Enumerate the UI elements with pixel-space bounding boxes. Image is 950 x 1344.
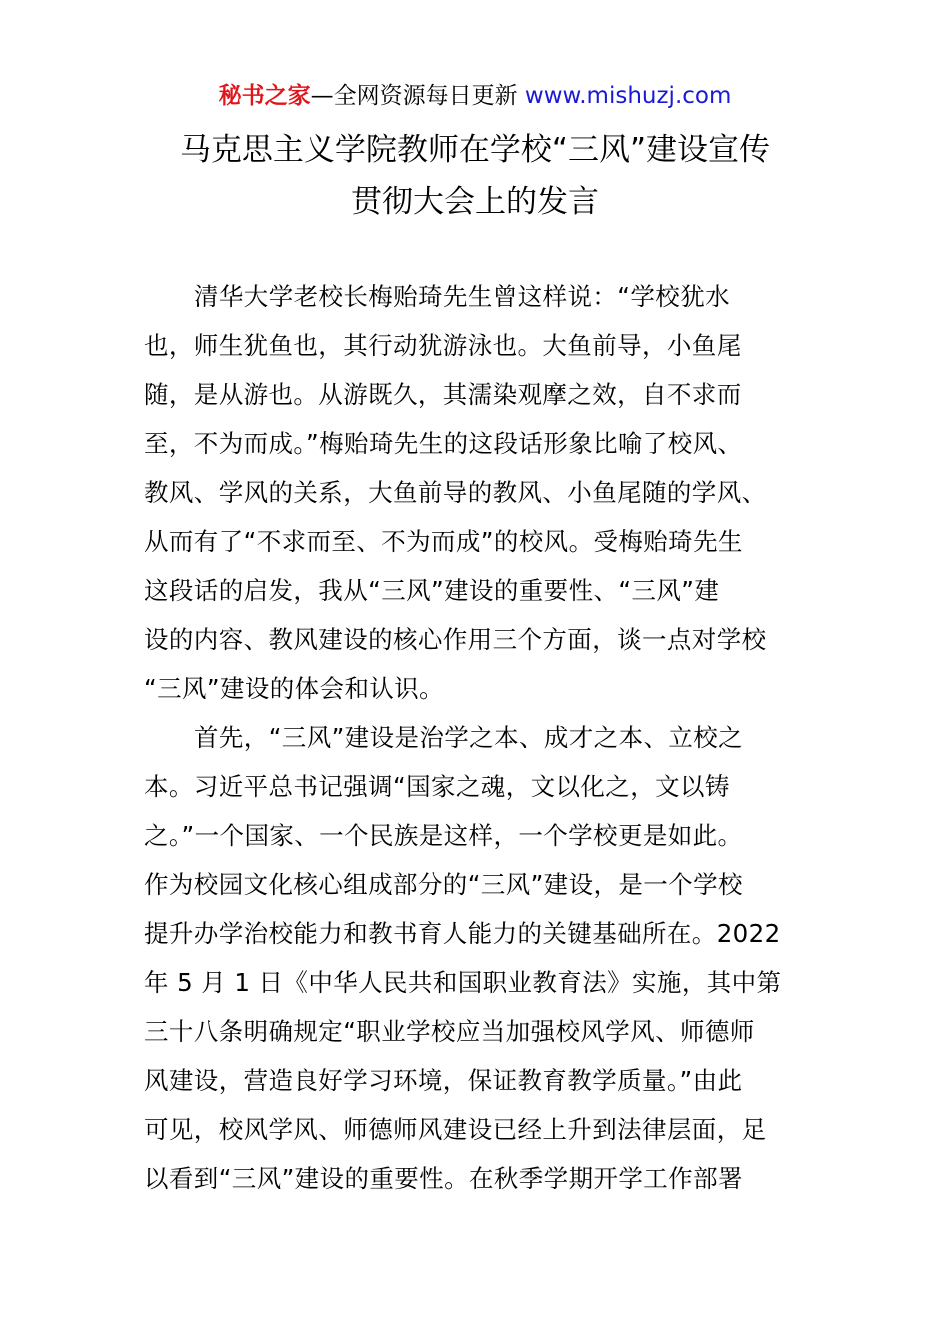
paragraph-line: 清华大学老校长梅贻琦先生曾这样说：“学校犹水 (194, 282, 730, 311)
title-line-1: 马克思主义学院教师在学校“三风”建设宣传 (179, 132, 771, 168)
paragraph-line: 作为校园文化核心组成部分的“三风”建设，是一个学校 (144, 870, 743, 899)
title-line-2: 贯彻大会上的发言 (351, 184, 599, 220)
site-header (0, 80, 950, 112)
paragraph-line: 风建设，营造良好学习环境，保证教育教学质量。”由此 (144, 1066, 743, 1095)
paragraph-line: 至，不为而成。”梅贻琦先生的这段话形象比喻了校风、 (144, 429, 743, 458)
brand-name: 秘书之家 (218, 83, 311, 109)
paragraph-line: 从而有了“不求而至、不为而成”的校风。受梅贻琦先生 (144, 527, 743, 556)
paragraph-line: 教风、学风的关系，大鱼前导的教风、小鱼尾随的学风、 (144, 478, 767, 507)
site-url-link[interactable]: www.mishuzj.com (524, 83, 732, 109)
document-title (0, 124, 950, 228)
paragraph-line: 之。”一个国家、一个民族是这样，一个学校更是如此。 (144, 821, 743, 850)
paragraph-line: 也，师生犹鱼也，其行动犹游泳也。大鱼前导，小鱼尾 (144, 331, 742, 360)
paragraph-line: 可见，校风学风、师德师风建设已经上升到法律层面，足 (144, 1115, 767, 1144)
paragraph-line: 三十八条明确规定“职业学校应当加强校风学风、师德师 (144, 1017, 755, 1046)
paragraph-line: 年 5 月 1 日《中华人民共和国职业教育法》实施，其中第 (144, 968, 782, 997)
paragraph-line: 这段话的启发，我从“三风”建设的重要性、“三风”建 (144, 576, 720, 605)
header-tagline: —全网资源每日更新 (310, 83, 525, 109)
paragraph-line: 本。习近平总书记强调“国家之魂，文以化之，文以铸 (144, 772, 730, 801)
document-body (144, 272, 808, 1203)
paragraph-line: 提升办学治校能力和教书育人能力的关键基础所在。2022 (144, 919, 781, 948)
paragraph-line: “三风”建设的体会和认识。 (144, 674, 445, 703)
paragraph-line: 设的内容、教风建设的核心作用三个方面，谈一点对学校 (144, 625, 767, 654)
paragraph-line: 首先，“三风”建设是治学之本、成才之本、立校之 (194, 723, 744, 752)
paragraph-line: 随，是从游也。从游既久，其濡染观摩之效，自不求而 (144, 380, 742, 409)
paragraph-line: 以看到“三风”建设的重要性。在秋季学期开学工作部署 (144, 1164, 743, 1193)
